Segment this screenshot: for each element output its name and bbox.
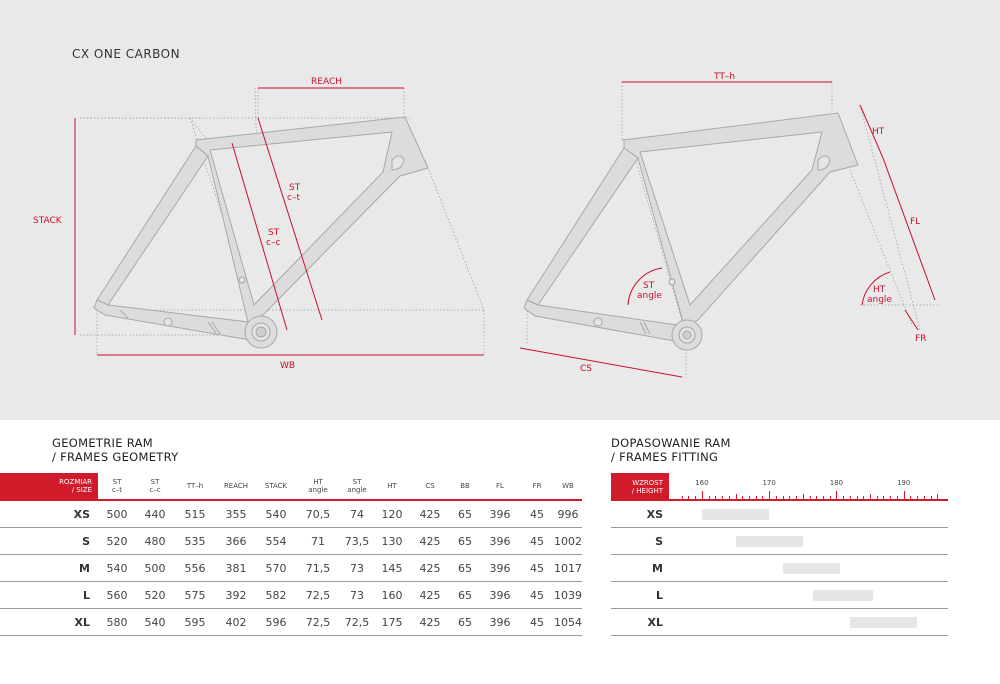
scale-tick	[917, 496, 918, 499]
fitting-row	[611, 582, 948, 609]
scale-tick	[729, 496, 730, 499]
size-cell: XS	[0, 500, 98, 528]
value-cell: 396	[480, 528, 520, 555]
value-cell: 582	[256, 582, 296, 609]
col-header-st-cc: ST c–c	[136, 473, 174, 500]
table-row	[0, 528, 582, 555]
table-row	[0, 582, 582, 609]
scale-tick	[783, 496, 784, 499]
label-ht-angle-2: angle	[867, 295, 892, 305]
left-frame-diagram	[33, 77, 484, 371]
value-cell: 65	[450, 555, 480, 582]
value-cell: 480	[136, 528, 174, 555]
geometry-table-body	[0, 500, 582, 636]
scale-tick	[736, 494, 737, 499]
value-cell: 520	[136, 582, 174, 609]
value-cell: 45	[520, 609, 554, 636]
col-header-bb: BB	[450, 473, 480, 500]
geometry-header-row	[0, 473, 582, 500]
scale-tick	[810, 496, 811, 499]
fitting-range-bar	[813, 590, 874, 601]
scale-tick	[688, 496, 689, 499]
value-cell: 396	[480, 500, 520, 528]
value-cell: 355	[216, 500, 256, 528]
size-cell: L	[0, 582, 98, 609]
scale-tick-label: 160	[695, 479, 709, 487]
value-cell: 580	[98, 609, 136, 636]
scale-tick	[709, 496, 710, 499]
label-tt-h: TT–h	[714, 72, 736, 82]
fitting-header	[611, 473, 948, 501]
value-cell: 70,5	[296, 500, 340, 528]
col-header-fr: FR	[520, 473, 554, 500]
value-cell: 596	[256, 609, 296, 636]
fitting-title	[611, 436, 731, 464]
geometry-table	[0, 473, 582, 636]
scale-tick	[857, 496, 858, 499]
size-cell: M	[0, 555, 98, 582]
value-cell: 425	[410, 528, 450, 555]
label-reach: REACH	[311, 77, 342, 87]
value-cell: 575	[174, 582, 216, 609]
scale-tick-label: 170	[762, 479, 776, 487]
value-cell: 145	[374, 555, 410, 582]
value-cell: 540	[256, 500, 296, 528]
table-row	[0, 609, 582, 636]
label-ht: HT	[872, 127, 885, 137]
label-st-angle-2: angle	[637, 291, 662, 301]
value-cell: 425	[410, 609, 450, 636]
scale-tick	[816, 496, 817, 499]
value-cell: 1054	[554, 609, 582, 636]
scale-tick	[769, 491, 770, 499]
value-cell: 540	[136, 609, 174, 636]
value-cell: 45	[520, 528, 554, 555]
fitting-chart	[611, 473, 948, 636]
value-cell: 1002	[554, 528, 582, 555]
scale-tick	[937, 494, 938, 499]
page-title: CX ONE CARBON	[72, 47, 181, 61]
value-cell: 160	[374, 582, 410, 609]
col-header-stack: STACK	[256, 473, 296, 500]
value-cell: 72,5	[296, 609, 340, 636]
scale-tick	[756, 496, 757, 499]
scale-tick	[883, 496, 884, 499]
scale-tick	[742, 496, 743, 499]
value-cell: 1039	[554, 582, 582, 609]
label-st-cc-2: c–c	[266, 238, 281, 248]
right-frame-diagram	[520, 72, 940, 378]
scale-tick	[789, 496, 790, 499]
geometry-title	[52, 436, 179, 464]
fitting-range-bar	[850, 617, 917, 628]
col-header-wb: WB	[554, 473, 582, 500]
table-row	[0, 555, 582, 582]
value-cell: 535	[174, 528, 216, 555]
fitting-range-bar	[702, 509, 769, 520]
value-cell: 520	[98, 528, 136, 555]
col-header-ht: HT	[374, 473, 410, 500]
value-cell: 175	[374, 609, 410, 636]
value-cell: 556	[174, 555, 216, 582]
value-cell: 554	[256, 528, 296, 555]
value-cell: 45	[520, 500, 554, 528]
value-cell: 381	[216, 555, 256, 582]
value-cell: 72,5	[340, 609, 374, 636]
scale-tick	[823, 496, 824, 499]
scale-tick	[803, 494, 804, 499]
value-cell: 74	[340, 500, 374, 528]
value-cell: 65	[450, 609, 480, 636]
scale-tick	[863, 496, 864, 499]
scale-tick	[910, 496, 911, 499]
scale-tick	[715, 496, 716, 499]
value-cell: 71,5	[296, 555, 340, 582]
scale-tick	[722, 496, 723, 499]
value-cell: 130	[374, 528, 410, 555]
value-cell: 425	[410, 582, 450, 609]
fitting-size-label: XL	[647, 616, 663, 629]
scale-tick-label: 190	[896, 479, 911, 487]
fitting-row	[611, 555, 948, 582]
value-cell: 65	[450, 500, 480, 528]
scale-tick	[850, 496, 851, 499]
fitting-row	[611, 501, 948, 528]
scale-tick	[776, 496, 777, 499]
height-column-header: WZROST / HEIGHT	[611, 473, 669, 499]
scale-tick-label: 180	[829, 479, 844, 487]
fitting-row	[611, 609, 948, 636]
label-st-angle-1: ST	[643, 281, 655, 291]
label-wb: WB	[280, 361, 296, 371]
label-st-cc-1: ST	[268, 228, 280, 238]
value-cell: 515	[174, 500, 216, 528]
value-cell: 425	[410, 500, 450, 528]
fitting-row	[611, 528, 948, 555]
scale-tick	[877, 496, 878, 499]
label-st-ct-1: ST	[289, 183, 301, 193]
value-cell: 396	[480, 609, 520, 636]
value-cell: 65	[450, 582, 480, 609]
col-header-tt-h: TT–h	[174, 473, 216, 500]
scale-tick	[682, 496, 683, 499]
scale-tick	[870, 494, 871, 499]
value-cell: 560	[98, 582, 136, 609]
value-cell: 440	[136, 500, 174, 528]
geometry-title-line1: GEOMETRIE RAM	[52, 436, 153, 450]
scale-tick	[762, 496, 763, 499]
fitting-size-label: XS	[646, 508, 663, 521]
size-cell: S	[0, 528, 98, 555]
fitting-rows	[611, 501, 948, 636]
value-cell: 396	[480, 582, 520, 609]
label-cs: CS	[580, 364, 592, 374]
col-header-st-ct: ST c–t	[98, 473, 136, 500]
label-ht-angle-1: HT	[873, 285, 886, 295]
value-cell: 73,5	[340, 528, 374, 555]
scale-tick	[890, 496, 891, 499]
label-stack: STACK	[33, 216, 62, 226]
scale-tick	[836, 491, 837, 499]
col-header-fl: FL	[480, 473, 520, 500]
scale-tick	[695, 496, 696, 499]
value-cell: 392	[216, 582, 256, 609]
scale-tick	[904, 491, 905, 499]
value-cell: 425	[410, 555, 450, 582]
fitting-range-bar	[736, 536, 803, 547]
size-column-header: ROZMIAR / SIZE	[0, 473, 98, 500]
scale-tick	[749, 496, 750, 499]
scale-tick	[796, 496, 797, 499]
value-cell: 570	[256, 555, 296, 582]
value-cell: 366	[216, 528, 256, 555]
scale-tick	[931, 496, 932, 499]
value-cell: 396	[480, 555, 520, 582]
label-fl: FL	[910, 217, 921, 227]
value-cell: 1017	[554, 555, 582, 582]
col-header-cs: CS	[410, 473, 450, 500]
fitting-title-line2: / FRAMES FITTING	[611, 450, 719, 464]
fitting-title-line1: DOPASOWANIE RAM	[611, 436, 731, 450]
scale-tick	[830, 496, 831, 499]
value-cell: 71	[296, 528, 340, 555]
scale-tick	[843, 496, 844, 499]
col-header-st-angle: ST angle	[340, 473, 374, 500]
fitting-size-label: S	[655, 535, 663, 548]
label-fr: FR	[915, 334, 927, 344]
value-cell: 540	[98, 555, 136, 582]
value-cell: 500	[136, 555, 174, 582]
value-cell: 402	[216, 609, 256, 636]
value-cell: 72,5	[296, 582, 340, 609]
value-cell: 996	[554, 500, 582, 528]
label-st-ct-2: c–t	[287, 193, 300, 203]
value-cell: 500	[98, 500, 136, 528]
fitting-size-label: M	[652, 562, 663, 575]
value-cell: 45	[520, 555, 554, 582]
value-cell: 73	[340, 582, 374, 609]
left-frame-shape	[94, 117, 428, 348]
scale-tick	[702, 491, 703, 499]
value-cell: 120	[374, 500, 410, 528]
value-cell: 73	[340, 555, 374, 582]
value-cell: 595	[174, 609, 216, 636]
size-cell: XL	[0, 609, 98, 636]
geometry-title-line2: / FRAMES GEOMETRY	[52, 450, 179, 464]
value-cell: 65	[450, 528, 480, 555]
scale-tick	[897, 496, 898, 499]
right-frame-shape	[524, 113, 858, 350]
scale-tick	[924, 496, 925, 499]
value-cell: 45	[520, 582, 554, 609]
table-row	[0, 500, 582, 528]
fitting-range-bar	[783, 563, 840, 574]
col-header-ht-angle: HT angle	[296, 473, 340, 500]
fitting-size-label: L	[655, 589, 663, 602]
col-header-reach: REACH	[216, 473, 256, 500]
